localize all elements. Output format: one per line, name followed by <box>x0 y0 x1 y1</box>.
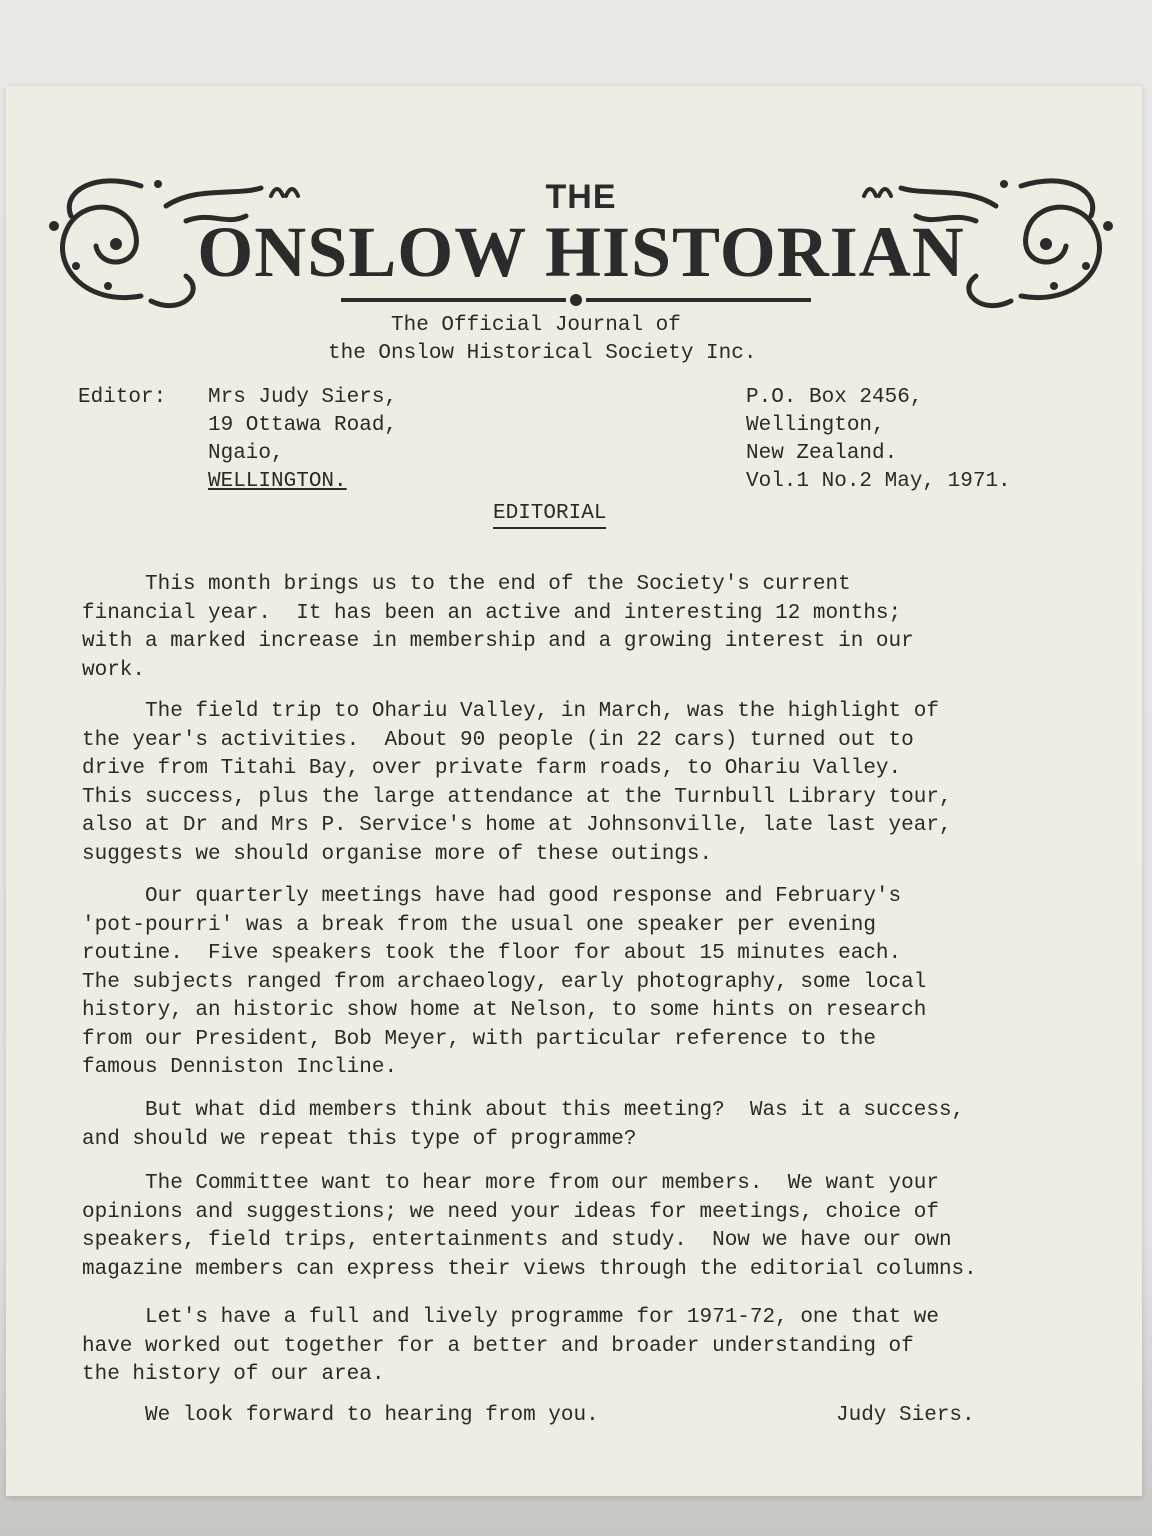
editorial-heading: EDITORIAL <box>493 502 606 529</box>
signature: Judy Siers. <box>836 1404 975 1427</box>
paragraph: But what did members think about this meeting? Was it a success, and should we repeat this type of programme? <box>82 1099 965 1151</box>
masthead-rule <box>341 293 811 307</box>
paragraph: The field trip to Ohariu Valley, in March, was the highlight of the year's activities. About 90 people (in 22 cars) turned out to drive from Titahi Bay, over private farm roads, to Ohariu Valley. This success, plus the large attendance at the Turnbull Library tour, also at Dr and Mrs P. Service's home at Johnsonville, late last year, suggests we should organise more of these outings. <box>82 700 952 866</box>
editor-label: Editor: <box>78 386 167 409</box>
editor-street: 19 Ottawa Road, <box>208 414 398 437</box>
subtitle-line-2: the Onslow Historical Society Inc. <box>328 342 757 365</box>
postal-city: Wellington, <box>746 414 885 437</box>
issue-info: Vol.1 No.2 May, 1971. <box>746 470 1011 493</box>
postal-country: New Zealand. <box>746 442 898 465</box>
paragraph: Let's have a full and lively programme for 1971-72, one that we have worked out together for a better and broader understanding of the history of our area. <box>82 1306 939 1386</box>
paragraph: This month brings us to the end of the Society's current financial year. It has been an active and interesting 12 months; with a marked increase in membership and a growing interest in our work. <box>82 573 914 682</box>
journal-page <box>6 86 1142 1496</box>
journal-title: ONSLOW HISTORIAN <box>197 212 965 292</box>
editor-city: WELLINGTON. <box>208 470 347 493</box>
editor-name: Mrs Judy Siers, <box>208 386 398 409</box>
masthead <box>46 126 1116 316</box>
paragraph: The Committee want to hear more from our members. We want your opinions and suggestions; we need your ideas for meetings, choice of speakers, field trips, entertainments and study. Now we have our own magazine members can express their views through the editorial columns. <box>82 1172 977 1281</box>
masthead-the: THE <box>545 178 617 216</box>
paragraph: Our quarterly meetings have had good response and February's 'pot-pourri' was a break from the usual one speaker per evening routine. Five speakers took the floor for about 15 minutes each. The subjects ranged from archaeology, early photography, some local history, an historic show home at Nelson, to some hints on research from our President, Bob Meyer, with particular reference to the famous Denniston Incline. <box>82 885 927 1079</box>
closing-line: We look forward to hearing from you. <box>82 1404 599 1427</box>
editor-suburb: Ngaio, <box>208 442 284 465</box>
subtitle-line-1: The Official Journal of <box>391 314 681 337</box>
postal-box: P.O. Box 2456, <box>746 386 923 409</box>
